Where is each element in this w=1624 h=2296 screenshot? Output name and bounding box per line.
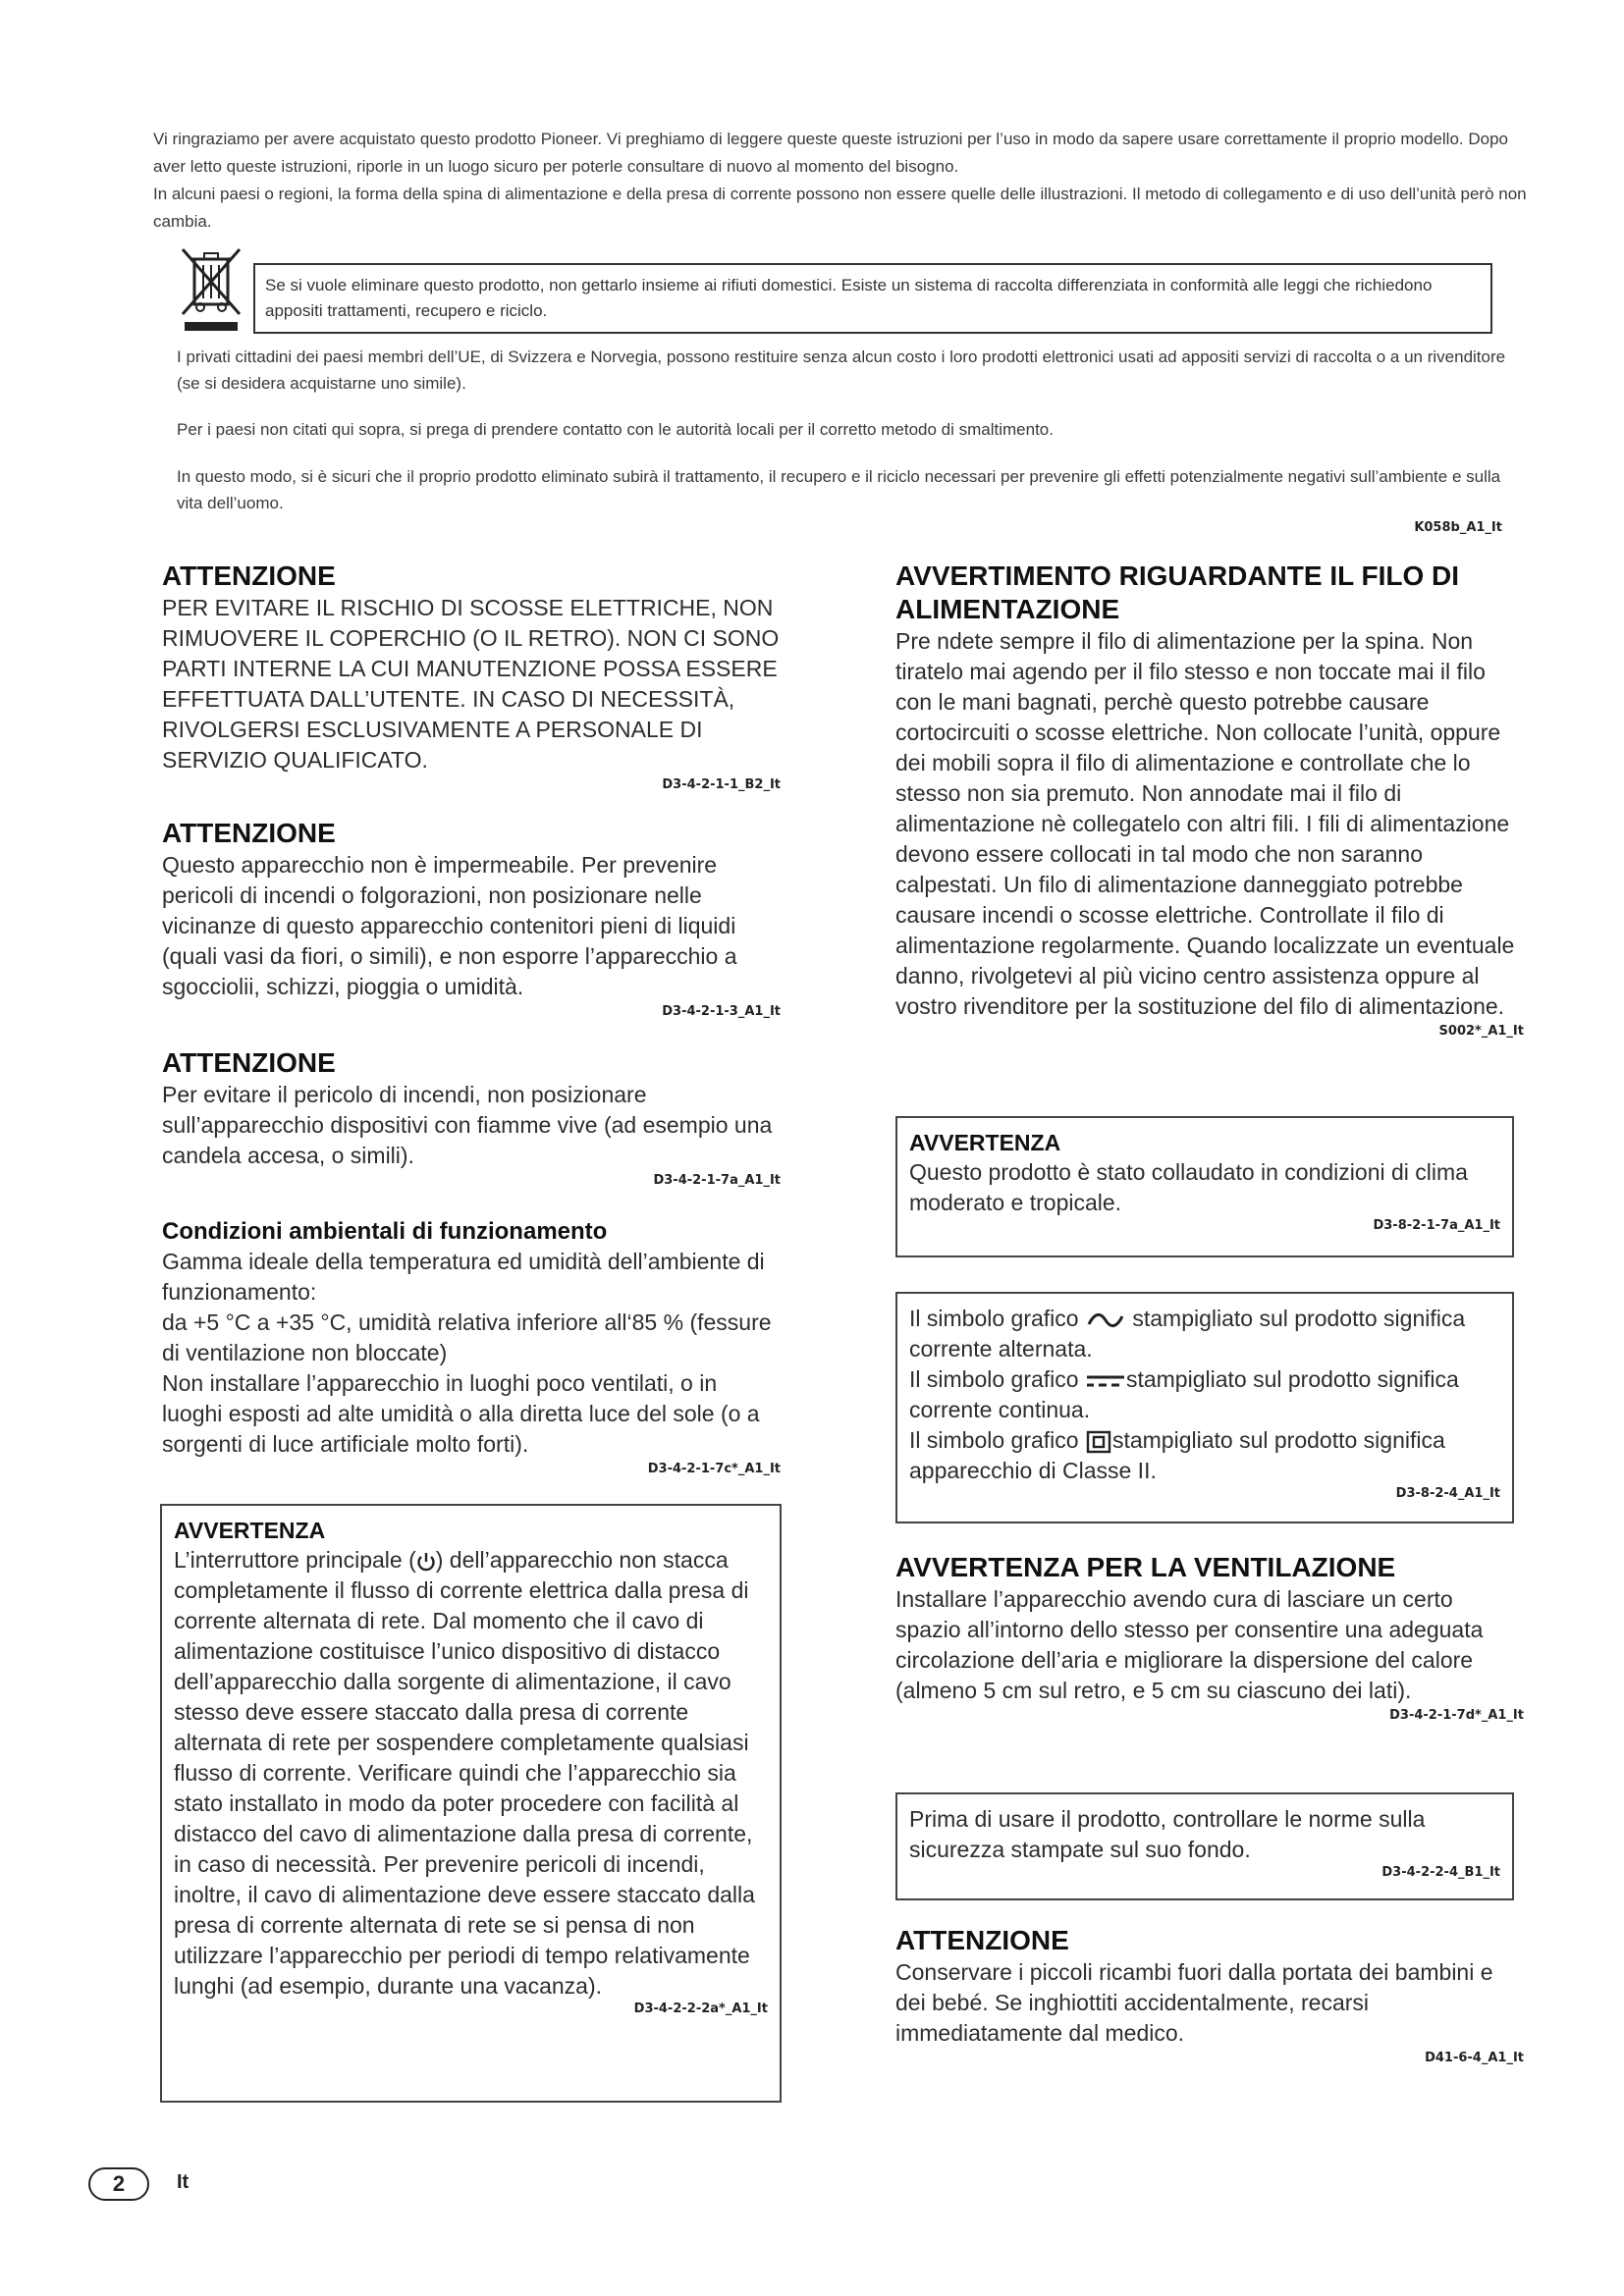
section-code: D3-4-2-1-1_B2_It — [662, 777, 781, 792]
box-code: D3-4-2-2-2a*_A1_It — [633, 2002, 768, 2016]
section-title: Condizioni ambientali di funzionamento — [162, 1218, 608, 1245]
section-text: Per evitare il pericolo di incendi, non posizionare sull’apparecchio dispositivi con fiamme vive (ad esempio una candela accesa, o simili). — [162, 1082, 773, 1168]
section-title: ATTENZIONE — [162, 1047, 336, 1078]
symbol-line-ac: Il simbolo grafico stampigliato sul prodotto significa corrente alternata. — [909, 1306, 1466, 1362]
intro-paragraph-2: In alcuni paesi o regioni, la forma della spina di alimentazione e della presa di corrente possono non essere quelle delle illustrazioni. Il metodo di collegamento e di uso dell’unità però non cambia. — [153, 185, 1527, 231]
box-code: D3-4-2-2-4_B1_It — [1381, 1865, 1500, 1880]
section-text: Installare l’apparecchio avendo cura di lasciare un certo spazio all’intorno dello stesso per consentire una adeguata circolazione dell’aria e migliorare la dispersione del calore (almeno 5 cm sul retro, e 5 cm su ciascuno dei lati). — [895, 1586, 1484, 1703]
section-title: AVVERTENZA PER LA VENTILAZIONE — [895, 1552, 1396, 1582]
box-title: AVVERTENZA — [909, 1130, 1061, 1155]
section-code: D3-4-2-1-3_A1_It — [662, 1004, 781, 1019]
right-climate-box — [895, 1116, 1514, 1257]
box-title: AVVERTENZA — [174, 1518, 326, 1543]
left-section-attenzione-3 — [162, 1046, 781, 1188]
section-text: Questo apparecchio non è impermeabile. Per prevenire pericoli di incendi o folgorazioni, non posizionare nelle vicinanze di questo apparecchio contenitori pieni di liquidi (quali vasi da fiori, o simili), e non esporre l’apparecchio a sgocciolii, schizzi, pioggia o umidità. — [162, 852, 737, 999]
section-text-3: Non installare l’apparecchio in luoghi poco ventilati, o in luoghi esposti ad alte umidità o alla diretta luce del sole (o a sorgenti di luce artificiale molto forti). — [162, 1370, 760, 1457]
box-text: Prima di usare il prodotto, controllare le norme sulla sicurezza stampate sul suo fondo. — [909, 1806, 1426, 1862]
page-number: 2 — [88, 2167, 149, 2201]
section-text: Conservare i piccoli ricambi fuori dalla portata dei bambini e dei bebé. Se inghiottiti accidentalmente, recarsi immediatamente dal medico. — [895, 1959, 1493, 2046]
section-text: PER EVITARE IL RISCHIO DI SCOSSE ELETTRICHE, NON RIMUOVERE IL COPERCHIO (O IL RETRO). NON CI SONO PARTI INTERNE LA CUI MANUTENZIONE POSSA ESSERE EFFETTUATA DALL’UTENTE. IN CASO DI NECESSITÀ, RIVOLGERSI ESCLUSIVAMENTE A PERSONALE DI SERVIZIO QUALIFICATO. — [162, 595, 780, 773]
weee-paragraph-3: In questo modo, si è sicuri che il proprio prodotto eliminato subirà il trattamento, il recupero e il riciclo necessari per prevenire gli effetti potenzialmente negativi sull’ambiente e sulla vita dell’uomo. — [177, 467, 1501, 512]
box-text: Questo prodotto è stato collaudato in condizioni di clima moderato e tropicale. — [909, 1159, 1468, 1215]
right-section-power-cord — [895, 560, 1524, 1039]
left-section-attenzione-2 — [162, 817, 781, 1019]
section-title: ATTENZIONE — [162, 561, 336, 591]
right-safety-norms-box — [895, 1792, 1514, 1900]
left-section-attenzione-1 — [162, 560, 781, 792]
page-language: It — [177, 2171, 189, 2193]
alternating-current-icon — [1085, 1310, 1126, 1330]
weee-paragraph-2: Per i paesi non citati qui sopra, si prega di prendere contatto con le autorità locali per il corretto metodo di smaltimento. — [177, 420, 1054, 439]
crossed-bin-icon — [177, 245, 245, 334]
symbol-line-dc: Il simbolo grafico stampigliato sul prodotto significa corrente continua. — [909, 1366, 1459, 1422]
direct-current-icon — [1085, 1371, 1126, 1391]
section-text-2: da +5 °C a +35 °C, umidità relativa inferiore all‘85 % (fessure di ventilazione non bloccate) — [162, 1309, 772, 1365]
section-title: ATTENZIONE — [162, 818, 336, 848]
box-code: D3-8-2-4_A1_It — [1395, 1486, 1500, 1501]
section-code: D41-6-4_A1_It — [1425, 2051, 1524, 2065]
left-section-ambient-conditions — [162, 1217, 781, 1476]
section-code: D3-4-2-1-7a_A1_It — [653, 1173, 781, 1188]
left-warning-box — [160, 1504, 782, 2103]
symbol-line-class2: Il simbolo grafico stampigliato sul prodotto significa apparecchio di Classe II. — [909, 1427, 1445, 1483]
intro-text — [153, 126, 1528, 236]
weee-notice-box: Se si vuole eliminare questo prodotto, non gettarlo insieme ai rifiuti domestici. Esiste un sistema di raccolta differenziata in conformità alle leggi che richiedono appositi trattamenti, recupero e riciclo. — [253, 263, 1492, 334]
section-code: S002*_A1_It — [1438, 1024, 1524, 1039]
section-title: ATTENZIONE — [895, 1925, 1069, 1955]
weee-paragraph-1: I privati cittadini dei paesi membri dell’UE, di Svizzera e Norvegia, possono restituire senza alcun costo i loro prodotti elettronici usati ad appositi servizi di raccolta o a un rivenditore (se si desidera acquistarne uno simile). — [177, 347, 1506, 393]
power-standby-icon — [416, 1551, 436, 1573]
section-text-1: Gamma ideale della temperatura ed umidità dell’ambiente di funzionamento: — [162, 1249, 765, 1305]
right-section-ventilation — [895, 1551, 1524, 1723]
section-title: AVVERTIMENTO RIGUARDANTE IL FILO DI ALIMENTAZIONE — [895, 561, 1460, 624]
section-code: D3-4-2-1-7c*_A1_It — [647, 1462, 781, 1476]
right-section-small-parts — [895, 1924, 1524, 2065]
right-symbols-box — [895, 1292, 1514, 1523]
section-text: Pre ndete sempre il filo di alimentazione per la spina. Non tiratelo mai agendo per il filo stesso e non toccate mai il filo con le mani bagnati, perchè questo potrebbe causare cortocircuiti o scosse elettriche. Non collocate l’unità, oppure dei mobili sopra il filo di alimentazione e controllate che lo stesso non sia premuto. Non annodate mai il filo di alimentazione nè collegatelo con altri fili. I fili di alimentazione devono essere collocati in tal modo che non saranno calpestati. Un filo di alimentazione danneggiato potrebbe causare incendi o scosse elettriche. Controllate il filo di alimentazione regolarmente. Quando localizzate un eventuale danno, rivolgetevi al più vicino centro assistenza oppure al vostro rivenditore per la sostituzione del filo di alimentazione. — [895, 628, 1515, 1019]
section-code: D3-4-2-1-7d*_A1_It — [1389, 1708, 1524, 1723]
intro-paragraph-1: Vi ringraziamo per avere acquistato questo prodotto Pioneer. Vi preghiamo di leggere queste queste istruzioni per l’uso in modo da sapere usare correttamente il proprio modello. Dopo aver letto queste istruzioni, riporle in un luogo sicuro per poterle consultare di nuovo al momento del bisogno. — [153, 130, 1509, 176]
box-text: L’interruttore principale ( ) dell’apparecchio non stacca completamente il flusso di corrente elettrica dalla presa di corrente alternata di rete. Dal momento che il cavo di alimentazione costituisce l’unico dispositivo di distacco dell’apparecchio dalla sorgente di alimentazione, il cavo stesso deve essere staccato dalla presa di corrente alternata di rete per sospendere completamente qualsiasi flusso di corrente. Verificare quindi che l’apparecchio sia stato installato in modo da poter procedere con facilità al distacco del cavo di alimentazione dalla presa di corrente, in caso di necessità. Per prevenire pericoli di incendi, inoltre, il cavo di alimentazione deve essere staccato dalla presa di corrente alternata di rete se si pensa di non utilizzare l’apparecchio per periodi di tempo relativamente lunghi (ad esempio, durante una vacanza). — [174, 1547, 755, 1999]
class-ii-double-square-icon — [1085, 1430, 1112, 1454]
box-code: D3-8-2-1-7a_A1_It — [1373, 1218, 1500, 1233]
weee-code: K058b_A1_It — [1414, 520, 1502, 535]
